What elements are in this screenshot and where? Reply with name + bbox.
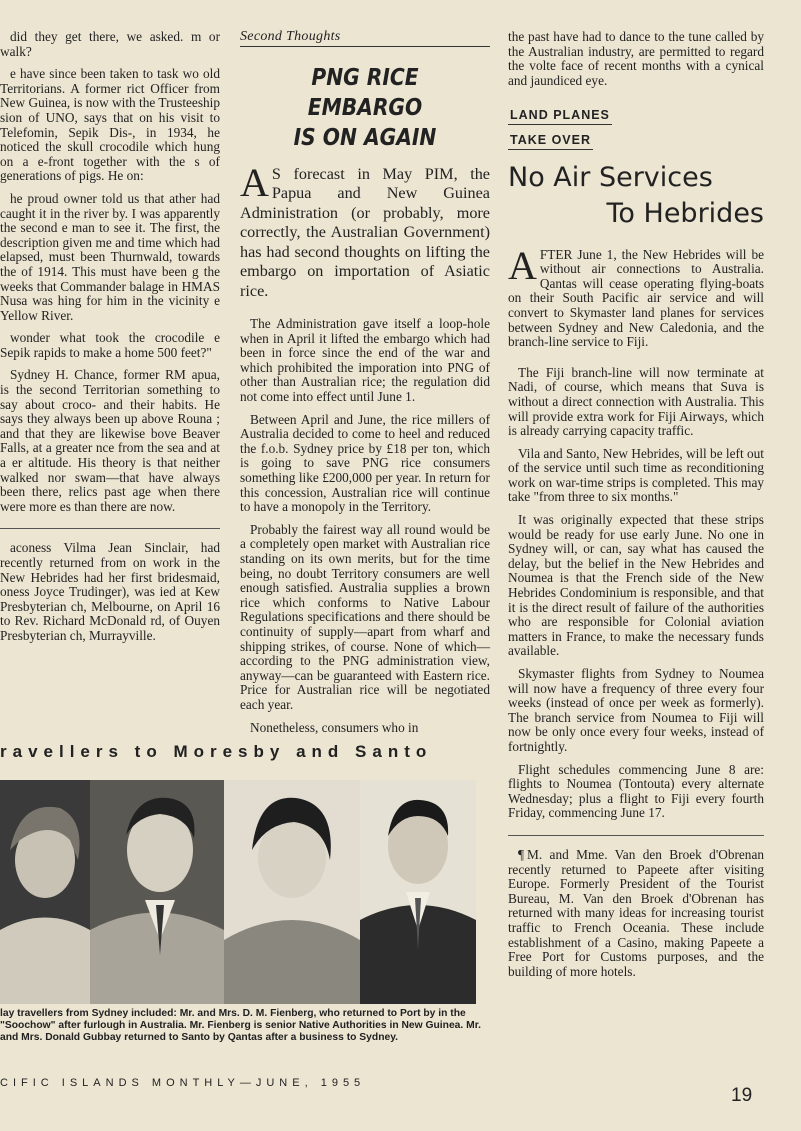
- paragraph: Vila and Santo, New Hebrides, will be left out of the service until such time as reconditioning work on war-time strips is completed. This may take "from three to six months.": [508, 445, 764, 505]
- photo-man-left: [90, 780, 224, 1004]
- photo-strip: [0, 780, 476, 1004]
- article-kicker: Second Thoughts: [240, 30, 490, 47]
- headline-line: IS ON AGAIN: [293, 124, 437, 151]
- headline-line: PNG RICE EMBARGO: [307, 64, 423, 121]
- paragraph: Probably the fairest way all round would be a completely open market with Australian rice standing on its own merits, but for the time being, no doubt Territory consumers are well enough satisfied. Australia supplies a brown rice which conforms to Native Labour Regulations specifications and there should be continuity of supply—apart from wharf and shipping strikes, of course. None of which—according to the PNG administration view, anyway—can be guaranteed with Eastern rice. Price for Australian rice will be negotiated each year.: [240, 521, 490, 712]
- article-lede: [240, 159, 490, 302]
- lede-text: FTER June 1, the New Hebrides will be without air connections to Australia. Qantas will cease operating flying-boats on their South Pacific air service and will convert to Skymaster land planes for services between Sydney and New Caledonia, and the branch-line service to Fiji.: [508, 246, 764, 350]
- article-lede: [508, 242, 764, 350]
- paragraph: the past have had to dance to the tune called by the Australian industry, are permitted to regard the volte face of recent months with a cynical and jaundiced eye.: [508, 29, 764, 88]
- paragraph: The Fiji branch-line will now terminate at Nadi, of course, which means that Suva is without a direct connection with Australia. This will provide extra work for Fiji Airways, which is already carrying capacity traffic.: [508, 364, 764, 439]
- paragraph: Flight schedules commencing June 8 are: flights to Noumea (Tontouta) every alternate Wednesday; plus a flight to Fiji every fourth Friday, commencing June 17.: [508, 761, 764, 821]
- column-middle: [240, 29, 490, 735]
- photo-banner: ravellers to Moresby and Santo: [0, 742, 433, 761]
- photo-caption: lay travellers from Sydney included: Mr. and Mrs. D. M. Fienberg, who returned to Port by in the "Soochow" after furlough in Australia. Mr. Fienberg is senior Native Authorities in New Guinea. Mr. and Mrs. Donald Gubbay returned to Santo by Qantas after a business to Sydney.: [0, 1008, 482, 1043]
- drop-cap: A: [508, 242, 537, 288]
- paragraph: Nonetheless, consumers who in: [250, 719, 419, 735]
- section-label: LAND PLANES: [508, 108, 612, 125]
- paragraph: Between April and June, the rice millers of Australia decided to come to heel and reduced the f.o.b. Sydney price by £18 per ton, which is going to save PNG rice consumers something like £200,000 per year. In return for this concession, Australian rice will continue to have a monopoly in the Territory.: [240, 411, 490, 515]
- divider: [0, 528, 220, 529]
- news-note: [508, 848, 764, 979]
- paragraph: Sydney H. Chance, former RM apua, is the second Territorian something to say about croco- and their habits. He says they always been up above Rouna ; and that they are likewise bove Beaver Falls, at a greater nce from the sea and at a er altitude. His theory is that neither walked nor swam—that have always been there, relics past age when there were more es than there are now.: [0, 367, 220, 514]
- page-number: 19: [731, 1085, 753, 1106]
- lede-text: S forecast in May PIM, the Papua and New Guinea Administration (or probably, more correctly, the Australian Government) has had second thoughts on lifting the embargo on importation of Asiatic rice.: [240, 164, 490, 300]
- paragraph: he proud owner told us that ather had caught it in the river by. I was apparently the second e man to see it. The first, the description given me and time which had elapsed, must been Thurnwald, towards the of 1914. This must have been g the weeks that Commander balage in HMAS Nusa was hing for him in the vicinity e Yellow River.: [0, 190, 220, 323]
- paragraph: aconess Vilma Jean Sinclair, had recently returned from on work in the New Hebrides had her first bridesmaid, oness Joyce Trudinger), was ied at Kew Presbyterian ch, Melbourne, on April 16 to Rev. Richard McDonald rd, of Ouyen Presbyterian ch, Murrayville.: [0, 540, 220, 643]
- page-footer: CIFIC ISLANDS MONTHLY—JUNE, 1955: [0, 1077, 366, 1089]
- paragraph: did they get there, we asked. m or walk?: [0, 29, 220, 59]
- photo-man-right: [360, 780, 476, 1004]
- note-text: M. and Mme. Van den Broek d'Obrenan recently returned to Papeete after visiting Europe. Formerly President of the Tourist Bureau, M. Van den Broek d'Obrenan has returned with many ideas for increasing tourist traffic to French Oceania. These include establishment of a Casino, making Papeete a Free Port for Customs purposes, and the building of more hotels.: [508, 846, 764, 979]
- headline-line: To Hebrides: [606, 197, 764, 229]
- photo-woman-left: [0, 780, 90, 1004]
- drop-cap: A: [240, 159, 269, 205]
- column-left: [0, 30, 220, 720]
- headline-line: No Air Services: [508, 161, 713, 193]
- paragraph: Skymaster flights from Sydney to Noumea will now have a frequency of three every four weeks (instead of once per week as formerly). The branch service from Noumea to Fiji will now be only once every four weeks, instead of fortnightly.: [508, 666, 764, 754]
- divider: [508, 835, 764, 836]
- paragraph: It was originally expected that these strips would be ready for use early June. No one in Sydney will, or can, say what has caused the delay, but the belief in the New Hebrides and Noumea is that the French side of the New Hebrides Condominium is responsible, and that it is the direct result of failure of the authorities who are responsible for Colonial aviation matters in France, to make the necessary funds available.: [508, 512, 764, 659]
- section-label-group: [508, 104, 764, 153]
- article-headline: [255, 63, 475, 153]
- column-right: [508, 30, 764, 1070]
- pilcrow-icon: ¶: [518, 846, 525, 862]
- paragraph: The Administration gave itself a loop-hole when in April it lifted the embargo which had been in force since the end of the war and which prohibited the imporation into PNG of other than Australian rice; the regulation did not come into effect until June 1.: [240, 316, 490, 405]
- paragraph: wonder what took the crocodile e Sepik rapids to make a home 500 feet?": [0, 330, 220, 360]
- paragraph: e have since been taken to task wo old Territorians. A former rict Officer from New Guinea, is now with the Trusteeship sion of UNO, says that on his visit to Telefomin, Sepik Dis-, in 1934, he noticed the skull crocodile which hung on a e-front together with the s of generations of pigs. He on:: [0, 66, 220, 184]
- photo-woman-right: [224, 780, 360, 1004]
- section-label: TAKE OVER: [508, 133, 593, 150]
- article-headline: [508, 160, 764, 232]
